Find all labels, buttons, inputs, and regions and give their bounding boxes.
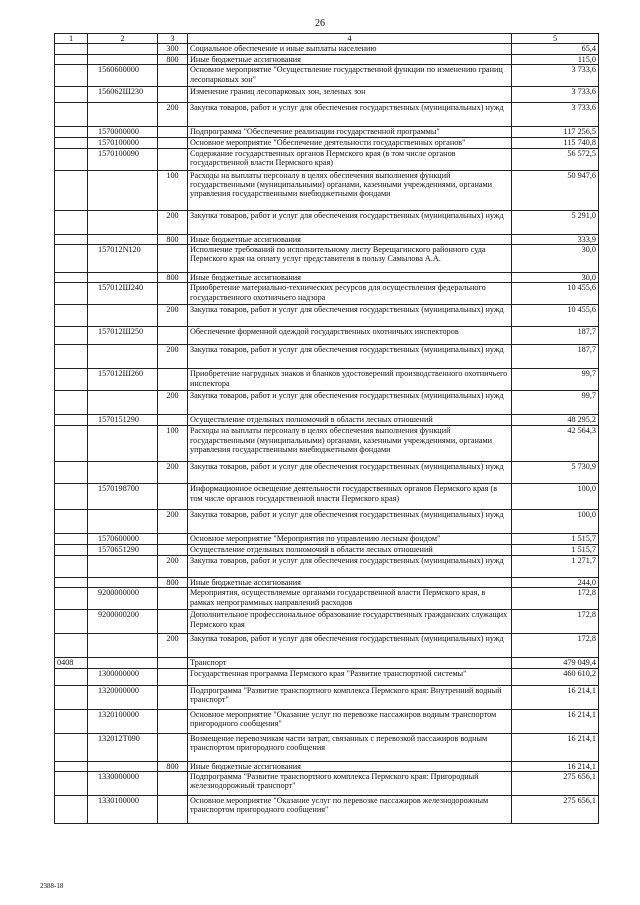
description-cell: Закупка товаров, работ и услуг для обеспечения государственных (муниципальных) нужд xyxy=(188,210,512,234)
expense-type-cell xyxy=(158,545,188,555)
amount-cell: 187,7 xyxy=(512,327,599,345)
amount-cell: 5 730,9 xyxy=(512,462,599,484)
section-code-cell xyxy=(55,234,88,244)
table-row xyxy=(55,588,599,610)
expense-type-cell xyxy=(158,658,188,668)
description-cell: Закупка товаров, работ и услуг для обеспечения государственных (муниципальных) нужд xyxy=(188,345,512,369)
column-header-3: 3 xyxy=(158,34,188,44)
expense-type-cell: 200 xyxy=(158,210,188,234)
description-cell: Иные бюджетные ассигнования xyxy=(188,761,512,771)
table-row xyxy=(55,234,599,244)
expense-type-cell: 200 xyxy=(158,462,188,484)
amount-cell: 333,9 xyxy=(512,234,599,244)
table-row xyxy=(55,761,599,771)
amount-cell: 117 256,5 xyxy=(512,127,599,137)
section-code-cell xyxy=(55,415,88,426)
table-row xyxy=(55,369,599,391)
description-cell: Дополнительное профессиональное образование государственных гражданских служащих Пермского края xyxy=(188,610,512,634)
expense-type-cell xyxy=(158,245,188,273)
section-code-cell xyxy=(55,545,88,555)
expense-type-cell: 300 xyxy=(158,44,188,54)
expense-type-cell: 800 xyxy=(158,761,188,771)
target-article-cell xyxy=(88,210,158,234)
section-code-cell xyxy=(55,44,88,54)
target-article-cell xyxy=(88,391,158,415)
target-article-cell: 157012Ш250 xyxy=(88,327,158,345)
description-cell: Расходы на выплаты персоналу в целях обеспечения выполнения функций государственными (муниципальными) органами, казенными учреждениями, органами управления государственными внебюджетными фондами xyxy=(188,426,512,462)
expense-type-cell xyxy=(158,127,188,137)
target-article-cell xyxy=(88,510,158,534)
target-article-cell: 1560600000 xyxy=(88,65,158,87)
target-article-cell xyxy=(88,54,158,64)
section-code-cell xyxy=(55,772,88,796)
table-row xyxy=(55,658,599,668)
section-code-cell xyxy=(55,426,88,462)
expense-type-cell xyxy=(158,709,188,733)
section-code-cell xyxy=(55,462,88,484)
expense-type-cell xyxy=(158,484,188,510)
expense-type-cell xyxy=(158,87,188,103)
description-cell: Приобретение материально-технических ресурсов для осуществления федерального государственного охотничьего надзора xyxy=(188,283,512,305)
table-row xyxy=(55,772,599,796)
section-code-cell xyxy=(55,245,88,273)
expense-type-cell: 800 xyxy=(158,234,188,244)
table-row xyxy=(55,273,599,283)
budget-table xyxy=(54,33,599,824)
table-row xyxy=(55,44,599,54)
target-article-cell xyxy=(88,555,158,577)
description-cell: Основное мероприятие "Обеспечение деятельности государственных органов" xyxy=(188,137,512,148)
target-article-cell: 9200000000 xyxy=(88,588,158,610)
target-article-cell: 132012Т090 xyxy=(88,733,158,761)
table-row xyxy=(55,127,599,137)
target-article-cell xyxy=(88,44,158,54)
table-row xyxy=(55,545,599,555)
section-code-cell xyxy=(55,273,88,283)
amount-cell: 479 049,4 xyxy=(512,658,599,668)
expense-type-cell: 800 xyxy=(158,273,188,283)
target-article-cell: 1570600000 xyxy=(88,534,158,545)
amount-cell: 100,0 xyxy=(512,484,599,510)
page-number: 26 xyxy=(315,18,325,29)
expense-type-cell xyxy=(158,534,188,545)
section-code-cell xyxy=(55,54,88,64)
table-row xyxy=(55,634,599,658)
table-row xyxy=(55,137,599,148)
amount-cell: 30,0 xyxy=(512,273,599,283)
description-cell: Изменение границ лесопарковых зон, зеленых зон xyxy=(188,87,512,103)
section-code-cell xyxy=(55,484,88,510)
expense-type-cell xyxy=(158,796,188,824)
table-row xyxy=(55,391,599,415)
section-code-cell xyxy=(55,555,88,577)
table-row xyxy=(55,305,599,327)
amount-cell: 172,8 xyxy=(512,634,599,658)
target-article-cell xyxy=(88,170,158,210)
amount-cell: 460 610,2 xyxy=(512,668,599,685)
target-article-cell xyxy=(88,462,158,484)
description-cell: Осуществление отдельных полномочий в области лесных отношений xyxy=(188,415,512,426)
amount-cell: 172,8 xyxy=(512,588,599,610)
amount-cell: 187,7 xyxy=(512,345,599,369)
description-cell: Обеспечение форменной одеждой государственных охотничьих инспекторов xyxy=(188,327,512,345)
target-article-cell: 1320100000 xyxy=(88,709,158,733)
section-code-cell xyxy=(55,588,88,610)
expense-type-cell xyxy=(158,148,188,170)
expense-type-cell xyxy=(158,668,188,685)
amount-cell: 99,7 xyxy=(512,369,599,391)
expense-type-cell xyxy=(158,415,188,426)
target-article-cell xyxy=(88,273,158,283)
description-cell: Основное мероприятие "Оказание услуг по перевозке пассажиров железнодорожным транспортом пригородного сообщения" xyxy=(188,796,512,824)
expense-type-cell: 200 xyxy=(158,305,188,327)
description-cell: Закупка товаров, работ и услуг для обеспечения государственных (муниципальных) нужд xyxy=(188,555,512,577)
section-code-cell xyxy=(55,210,88,234)
description-cell: Основное мероприятие "Осуществление государственной функции по изменению границ лесопарковых зон" xyxy=(188,65,512,87)
amount-cell: 50 947,6 xyxy=(512,170,599,210)
table-row xyxy=(55,685,599,709)
description-cell: Расходы на выплаты персоналу в целях обеспечения выполнения функций государственными (муниципальными) органами, казенными учреждениями, органами управления государственными внебюджетными фондами xyxy=(188,170,512,210)
amount-cell: 100,0 xyxy=(512,510,599,534)
amount-cell: 275 656,1 xyxy=(512,796,599,824)
expense-type-cell xyxy=(158,369,188,391)
description-cell: Закупка товаров, работ и услуг для обеспечения государственных (муниципальных) нужд xyxy=(188,634,512,658)
table-row xyxy=(55,170,599,210)
table-row xyxy=(55,534,599,545)
section-code-cell xyxy=(55,796,88,824)
section-code-cell xyxy=(55,534,88,545)
target-article-cell: 1570651290 xyxy=(88,545,158,555)
amount-cell: 3 733,6 xyxy=(512,87,599,103)
description-cell: Иные бюджетные ассигнования xyxy=(188,577,512,587)
target-article-cell: 1330000000 xyxy=(88,772,158,796)
target-article-cell: 1570000000 xyxy=(88,127,158,137)
description-cell: Осуществление отдельных полномочий в области лесных отношений xyxy=(188,545,512,555)
amount-cell: 172,8 xyxy=(512,610,599,634)
section-code-cell xyxy=(55,685,88,709)
amount-cell: 65,4 xyxy=(512,44,599,54)
expense-type-cell: 200 xyxy=(158,510,188,534)
table-row xyxy=(55,555,599,577)
amount-cell: 1 515,7 xyxy=(512,545,599,555)
description-cell: Государственная программа Пермского края "Развитие транспортной системы" xyxy=(188,668,512,685)
table-row xyxy=(55,415,599,426)
table-body xyxy=(55,44,599,824)
table-row xyxy=(55,796,599,824)
expense-type-cell xyxy=(158,733,188,761)
amount-cell: 30,0 xyxy=(512,245,599,273)
expense-type-cell xyxy=(158,588,188,610)
section-code-cell xyxy=(55,305,88,327)
table-row xyxy=(55,210,599,234)
amount-cell: 275 656,1 xyxy=(512,772,599,796)
section-code-cell xyxy=(55,761,88,771)
section-code-cell xyxy=(55,634,88,658)
expense-type-cell xyxy=(158,327,188,345)
section-code-cell xyxy=(55,610,88,634)
amount-cell: 10 455,6 xyxy=(512,305,599,327)
section-code-cell xyxy=(55,577,88,587)
section-code-cell xyxy=(55,170,88,210)
expense-type-cell: 200 xyxy=(158,345,188,369)
expense-type-cell xyxy=(158,65,188,87)
expense-type-cell xyxy=(158,610,188,634)
target-article-cell: 156062Ш230 xyxy=(88,87,158,103)
section-code-cell xyxy=(55,103,88,127)
target-article-cell xyxy=(88,761,158,771)
amount-cell: 3 733,6 xyxy=(512,103,599,127)
column-header-2: 2 xyxy=(88,34,158,44)
section-code-cell xyxy=(55,510,88,534)
table-row xyxy=(55,54,599,64)
description-cell: Основное мероприятие "Оказание услуг по перевозке пассажиров водным транспортом пригородного сообщения" xyxy=(188,709,512,733)
description-cell: Закупка товаров, работ и услуг для обеспечения государственных (муниципальных) нужд xyxy=(188,305,512,327)
section-code-cell xyxy=(55,87,88,103)
section-code-cell xyxy=(55,127,88,137)
amount-cell: 56 572,5 xyxy=(512,148,599,170)
table-row xyxy=(55,510,599,534)
description-cell: Приобретение нагрудных знаков и бланков удостоверений производственного охотничьего инспектора xyxy=(188,369,512,391)
expense-type-cell: 100 xyxy=(158,170,188,210)
expense-type-cell: 200 xyxy=(158,634,188,658)
table-row xyxy=(55,87,599,103)
section-code-cell xyxy=(55,345,88,369)
description-cell: Исполнение требований по исполнительному листу Верещагинского районного суда Пермского края на оплату услуг представителя в пользу Самылова А.А. xyxy=(188,245,512,273)
section-code-cell xyxy=(55,283,88,305)
column-header-5: 5 xyxy=(512,34,599,44)
amount-cell: 5 291,0 xyxy=(512,210,599,234)
description-cell: Информационное освещение деятельности государственных органов Пермского края (в том числе органов государственной власти Пермского края) xyxy=(188,484,512,510)
target-article-cell xyxy=(88,634,158,658)
target-article-cell: 1570198700 xyxy=(88,484,158,510)
description-cell: Иные бюджетные ассигнования xyxy=(188,54,512,64)
target-article-cell: 157012Ш260 xyxy=(88,369,158,391)
amount-cell: 16 214,1 xyxy=(512,685,599,709)
target-article-cell xyxy=(88,426,158,462)
target-article-cell: 1570100000 xyxy=(88,137,158,148)
target-article-cell: 157012Ш240 xyxy=(88,283,158,305)
expense-type-cell: 800 xyxy=(158,54,188,64)
section-code-cell xyxy=(55,709,88,733)
target-article-cell: 1570100090 xyxy=(88,148,158,170)
amount-cell: 16 214,1 xyxy=(512,733,599,761)
expense-type-cell: 800 xyxy=(158,577,188,587)
expense-type-cell xyxy=(158,685,188,709)
expense-type-cell: 100 xyxy=(158,426,188,462)
description-cell: Содержание государственных органов Пермского края (в том числе органов государственной власти Пермского края) xyxy=(188,148,512,170)
table-row xyxy=(55,345,599,369)
target-article-cell xyxy=(88,658,158,668)
table-row xyxy=(55,426,599,462)
target-article-cell xyxy=(88,103,158,127)
table-row xyxy=(55,610,599,634)
section-code-cell xyxy=(55,327,88,345)
amount-cell: 99,7 xyxy=(512,391,599,415)
target-article-cell: 1330100000 xyxy=(88,796,158,824)
description-cell: Подпрограмма "Развитие транспортного комплекса Пермского края: Пригородный железнодорожный транспорт" xyxy=(188,772,512,796)
column-header-4: 4 xyxy=(188,34,512,44)
section-code-cell xyxy=(55,137,88,148)
section-code-cell xyxy=(55,148,88,170)
description-cell: Закупка товаров, работ и услуг для обеспечения государственных (муниципальных) нужд xyxy=(188,510,512,534)
table-row xyxy=(55,577,599,587)
expense-type-cell: 200 xyxy=(158,391,188,415)
amount-cell: 3 733,6 xyxy=(512,65,599,87)
target-article-cell xyxy=(88,305,158,327)
amount-cell: 48 295,2 xyxy=(512,415,599,426)
table-row xyxy=(55,733,599,761)
header-row xyxy=(55,34,599,44)
description-cell: Закупка товаров, работ и услуг для обеспечения государственных (муниципальных) нужд xyxy=(188,462,512,484)
description-cell: Возмещение перевозчикам части затрат, связанных с перевозкой пассажиров водным транспортом пригородного сообщения xyxy=(188,733,512,761)
description-cell: Закупка товаров, работ и услуг для обеспечения государственных (муниципальных) нужд xyxy=(188,391,512,415)
expense-type-cell: 200 xyxy=(158,103,188,127)
table-row xyxy=(55,484,599,510)
amount-cell: 16 214,1 xyxy=(512,761,599,771)
description-cell: Иные бюджетные ассигнования xyxy=(188,273,512,283)
amount-cell: 1 515,7 xyxy=(512,534,599,545)
table-row xyxy=(55,327,599,345)
column-header-1: 1 xyxy=(55,34,88,44)
table-row xyxy=(55,462,599,484)
description-cell: Социальное обеспечение и иные выплаты населению xyxy=(188,44,512,54)
expense-type-cell xyxy=(158,772,188,796)
table-row xyxy=(55,245,599,273)
target-article-cell xyxy=(88,345,158,369)
target-article-cell: 1570151290 xyxy=(88,415,158,426)
amount-cell: 1 271,7 xyxy=(512,555,599,577)
description-cell: Иные бюджетные ассигнования xyxy=(188,234,512,244)
expense-type-cell xyxy=(158,283,188,305)
target-article-cell xyxy=(88,577,158,587)
section-code-cell xyxy=(55,65,88,87)
amount-cell: 10 455,6 xyxy=(512,283,599,305)
table-row xyxy=(55,709,599,733)
amount-cell: 16 214,1 xyxy=(512,709,599,733)
description-cell: Подпрограмма "Развитие транспортного комплекса Пермского края: Внутренний водный транспорт" xyxy=(188,685,512,709)
table-row xyxy=(55,65,599,87)
amount-cell: 115,0 xyxy=(512,54,599,64)
section-code-cell: 0408 xyxy=(55,658,88,668)
table-row xyxy=(55,148,599,170)
expense-type-cell xyxy=(158,137,188,148)
description-cell: Закупка товаров, работ и услуг для обеспечения государственных (муниципальных) нужд xyxy=(188,103,512,127)
section-code-cell xyxy=(55,733,88,761)
amount-cell: 42 564,3 xyxy=(512,426,599,462)
target-article-cell: 9200000200 xyxy=(88,610,158,634)
description-cell: Подпрограмма "Обеспечение реализации государственной программы" xyxy=(188,127,512,137)
target-article-cell: 1320000000 xyxy=(88,685,158,709)
description-cell: Транспорт xyxy=(188,658,512,668)
target-article-cell xyxy=(88,234,158,244)
description-cell: Мероприятия, осуществляемые органами государственной власти Пермского края, в рамках непрограммных направлений расходов xyxy=(188,588,512,610)
section-code-cell xyxy=(55,391,88,415)
table-row xyxy=(55,283,599,305)
section-code-cell xyxy=(55,668,88,685)
table-row xyxy=(55,103,599,127)
amount-cell: 115 740,8 xyxy=(512,137,599,148)
amount-cell: 244,0 xyxy=(512,577,599,587)
section-code-cell xyxy=(55,369,88,391)
expense-type-cell: 200 xyxy=(158,555,188,577)
target-article-cell: 157012N120 xyxy=(88,245,158,273)
target-article-cell: 1300000000 xyxy=(88,668,158,685)
description-cell: Основное мероприятие "Мероприятия по управлению лесным фондом" xyxy=(188,534,512,545)
document-code: 2388-18 xyxy=(40,882,64,890)
table-row xyxy=(55,668,599,685)
